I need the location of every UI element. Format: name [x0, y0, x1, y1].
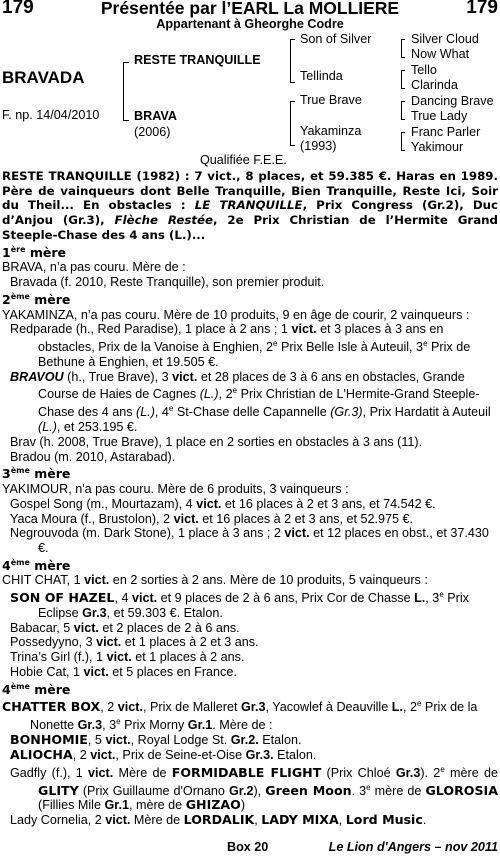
owner-line: Appartenant à Gheorghe Codre — [156, 17, 344, 31]
qualification: Qualifiée F.E.E. — [200, 153, 287, 167]
produce-lady-cornelia: Lady Cornelia, 2 vict. Mère de LORDALIK, LADY MIXA, Lord Music. — [10, 812, 427, 828]
bracket-line — [290, 101, 295, 102]
bracket-line — [401, 88, 405, 89]
ggp-4: Clarinda — [411, 78, 458, 92]
lot-number-right: 179 — [466, 0, 498, 18]
granddam-dam-year: (1993) — [300, 139, 337, 153]
bracket-line — [123, 120, 129, 121]
dam-year: (2006) — [134, 125, 171, 139]
produce-babacar: Babacar, 5 vict. et 2 places de 2 à 6 ans. — [10, 620, 240, 635]
sale-info: Le Lion d'Angers – nov 2011 — [328, 840, 498, 854]
granddam-sire: Tellinda — [300, 69, 343, 83]
ggp-1: Silver Cloud — [411, 32, 479, 46]
bracket-line — [290, 82, 295, 83]
horse-name: BRAVADA — [2, 68, 85, 87]
ggp-5: Dancing Brave — [411, 94, 494, 108]
granddam-dam: Yakaminza — [300, 124, 362, 138]
produce-yaca-moura: Yaca Moura (f., Brustolon), 2 vict. et 16 places à 2 et 3 ans, et 52.975 €. — [10, 511, 414, 526]
bracket-line — [401, 39, 405, 40]
produce-gospel-song: Gospel Song (m., Mourtazam), 4 vict. et 16 places à 2 et 3 ans, et 74.542 €. — [10, 496, 436, 511]
bracket-line — [401, 39, 402, 58]
produce-trinas-girl: Trina’s Girl (f.), 1 vict. et 1 places à 2 ans. — [10, 650, 245, 665]
grandsire-dam: True Brave — [300, 93, 362, 107]
produce-bonhomie: BONHOMIE, 5 vict., Royal Lodge St. Gr.2. Etalon. — [10, 732, 302, 748]
produce-possedyyno: Possedyyno, 3 vict. et 1 places à 2 et 3 ans. — [10, 635, 259, 650]
produce-bradou: Bradou (m. 2010, Astarabad). — [10, 449, 176, 464]
fourth-dam-heading-2: 4ème mère — [2, 681, 71, 697]
catalogue-text — [2, 169, 498, 828]
produce-gadfly: Gadfly (f.), 1 vict. Mère de FORMIDABLE FLIGHT (Prix Chloé Gr.3). 2e mère de GLITY (Prix Guillaume d'Ornano Gr.2), Green Moon. 3e mère de GLOROSIA (Fillies Mile Gr.1, mère de GHIZAO) — [10, 764, 498, 813]
produce-brav: Brav (h. 2008, True Brave), 1 place en 2 sorties en obstacles à 3 ans (11). — [10, 434, 423, 449]
fourth-dam-heading: 4ème mère — [2, 557, 71, 573]
bracket-line — [401, 132, 405, 133]
third-dam-heading: 3ème mère — [2, 466, 71, 482]
produce-hobie-cat: Hobie Cat, 1 vict. et 5 places en France. — [10, 664, 237, 679]
bracket-line — [401, 70, 405, 71]
lot-number-left: 179 — [2, 0, 34, 18]
bracket-line — [401, 132, 402, 151]
ggp-2: Now What — [411, 47, 470, 61]
sire-name: RESTE TRANQUILLE — [134, 53, 261, 67]
second-dam-heading: 2ème mère — [2, 291, 71, 307]
bracket-line — [401, 101, 405, 102]
third-dam-intro: YAKIMOUR, n'a pas couru. Mère de 6 produits, 3 vainqueurs : — [2, 482, 349, 497]
box-number: Box 20 — [227, 840, 269, 854]
ggp-8: Yakimour — [411, 140, 464, 154]
bracket-line — [290, 39, 295, 40]
bracket-line — [123, 62, 129, 63]
bracket-line — [290, 145, 295, 146]
produce-bravada: Bravada (f. 2010, Reste Tranquille), son premier produit. — [10, 275, 325, 290]
produce-aliocha: ALIOCHA, 2 vict., Prix de Seine-et-Oise Gr.3. Etalon. — [10, 746, 317, 762]
produce-negrouvoda: Negrouvoda (m. Dark Stone), 1 place à 3 ans ; 2 vict. et 12 places en obst., et 37.430 €. — [10, 526, 489, 555]
bracket-line — [401, 101, 402, 120]
produce-son-of-hazel: SON OF HAZEL, 4 vict. et 9 places de 2 à 6 ans, Prix Cor de Chasse L., 3e Prix Eclipse Gr.3, et 59.303 €. Etalon. — [10, 590, 469, 621]
produce-bravou: BRAVOU (h., True Brave), 3 vict. et 28 places de 3 à 6 ans en obstacles, Grande Course de Haies de Cagnes (L.), 2e Prix Christian de L'Hermite-Grand Steeple-Chase des 4 ans (L.), 4e St-Chase delle Capannelle (Gr.3), Prix Hardatit à Auteuil (L.), et 253.195 €. — [10, 369, 491, 435]
ggp-6: True Lady — [411, 109, 468, 123]
sire-paragraph: RESTE TRANQUILLE (1982) : 7 vict., 8 places, et 59.385 €. Haras en 1989. Père de vainqueurs dont Belle Tranquille, Bien Tranquille, Reste Ici, Soir du Theil... En obstacles : LE TRANQUILLE, Prix Congress (Gr.2), Duc d’Anjou (Gr.3), Flèche Restée, 2e Prix Christian de l’Hermite Grand Steeple-Chase des 4 ans (L.)... — [2, 169, 499, 242]
bracket-line — [401, 119, 405, 120]
grandsire-sire: Son of Silver — [300, 32, 372, 46]
first-dam-line: BRAVA, n’a pas couru. Mère de : — [2, 260, 186, 275]
bracket-line — [290, 39, 291, 83]
first-dam-heading: 1ère mère — [2, 244, 66, 260]
second-dam-intro: YAKAMINZA, n’a pas couru. Mère de 10 produits, 9 en âge de courir, 2 vainqueurs : — [2, 307, 470, 322]
ggp-7: Franc Parler — [411, 125, 481, 139]
page-title: Présentée par l’EARL La MOLLIERE — [100, 0, 400, 18]
chatter-box-line: CHATTER BOX, 2 vict., Prix de Malleret Gr.3, Yacowlef à Deauville L., 2e Prix de la Nonette Gr.3, 3e Prix Morny Gr.1. Mère de : — [2, 699, 478, 733]
foaling-info: F. np. 14/04/2010 — [2, 108, 100, 122]
bracket-line — [401, 57, 405, 58]
bracket-line — [401, 150, 405, 151]
bracket-line — [123, 62, 124, 121]
bracket-line — [290, 101, 291, 146]
fourth-dam-intro: CHIT CHAT, 1 vict. en 2 sorties à 2 ans. Mère de 10 produits, 5 vainqueurs : — [2, 573, 428, 588]
ggp-3: Tello — [411, 63, 437, 77]
dam-name: BRAVA — [134, 109, 177, 123]
bracket-line — [401, 70, 402, 89]
produce-redparade: Redparade (h., Red Paradise), 1 place à 2 ans ; 1 vict. et 3 places à 3 ans en obstacles, Prix de la Vanoise à Enghien, 2e Prix Belle Isle à Auteuil, 3e Prix de Bethune à Enghien, et 19.505 €. — [10, 322, 471, 369]
